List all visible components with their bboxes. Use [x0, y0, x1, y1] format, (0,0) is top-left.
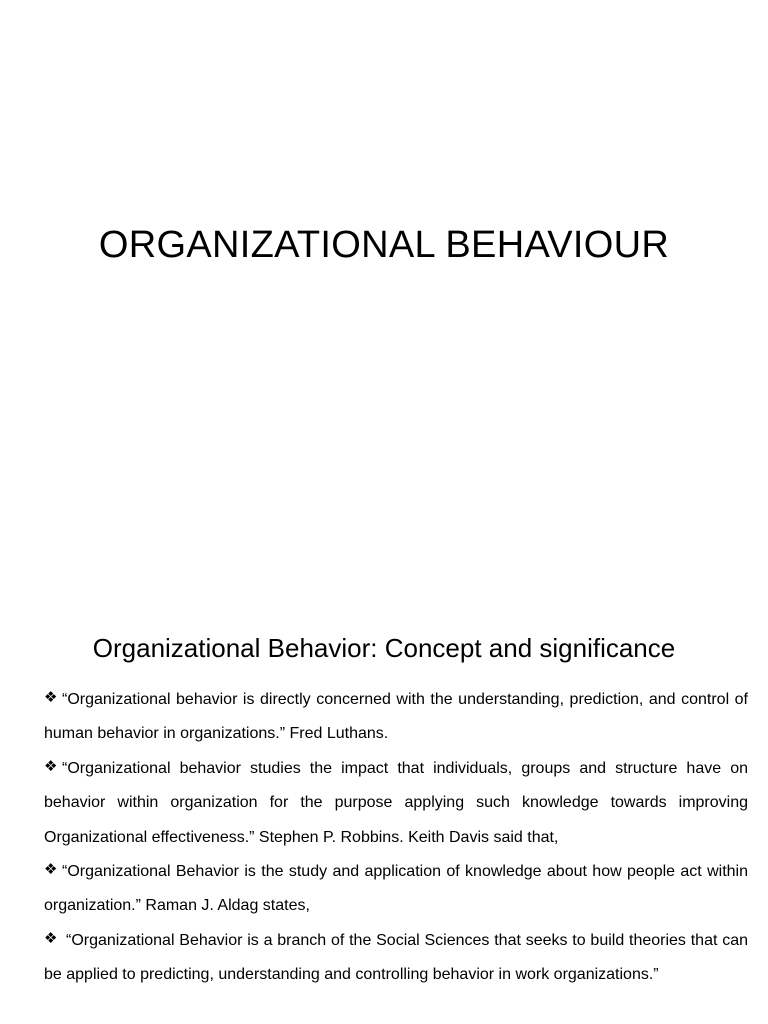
diamond-dots-bullet-icon: ❖	[44, 861, 58, 879]
list-item-text: “Organizational behavior studies the impact that individuals, groups and structure have on behavior within organization for the purpose applying such knowledge towards improving Organizational effectiveness.” Stephen P. Robbins. Keith Davis said that,	[44, 759, 748, 846]
list-item	[44, 683, 748, 752]
list-item	[44, 752, 748, 855]
list-item	[44, 855, 748, 924]
content-slide	[0, 600, 768, 1024]
slide-heading: Organizational Behavior: Concept and significance	[92, 633, 676, 663]
list-item-text: “Organizational behavior is directly concerned with the understanding, prediction, and control of human behavior in organizations.” Fred Luthans.	[44, 691, 748, 743]
diamond-dots-bullet-icon: ❖	[44, 689, 58, 706]
list-item	[44, 924, 748, 993]
list-item-text: “Organizational Behavior is a branch of the Social Sciences that seeks to build theories that can be applied to predicting, understanding and controlling behavior in work organizations.”	[44, 931, 748, 984]
definitions-list	[44, 683, 748, 993]
slide-title: ORGANIZATIONAL BEHAVIOUR	[98, 224, 670, 266]
diamond-dots-bullet-icon: ❖	[44, 929, 58, 947]
diamond-dots-bullet-icon: ❖	[44, 757, 58, 775]
list-item-text: “Organizational Behavior is the study and application of knowledge about how people act within organization.” Raman J. Aldag states,	[44, 863, 748, 915]
